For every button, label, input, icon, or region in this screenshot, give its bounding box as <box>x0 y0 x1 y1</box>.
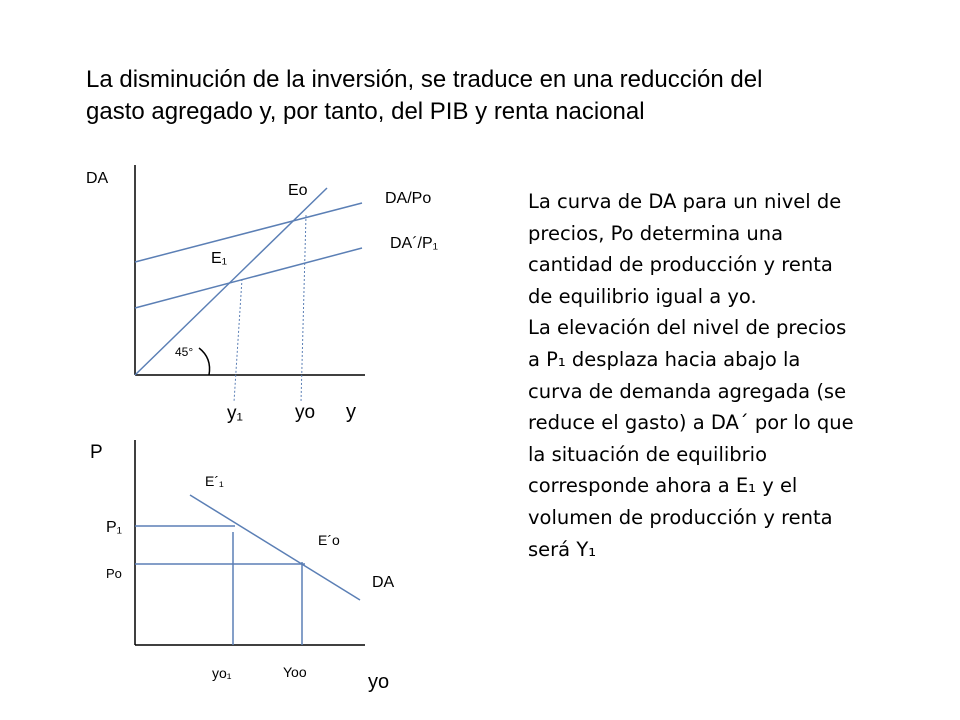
tick-yo1-label: yo₁ <box>212 665 232 681</box>
explanation-line: corresponde ahora a E₁ y el <box>528 474 798 498</box>
point-eo-prime-label: E´o <box>318 532 340 548</box>
dashed-guide-y1 <box>234 279 242 402</box>
explanation-text <box>528 186 928 565</box>
explanation-line: La elevación del nivel de precios <box>528 316 847 340</box>
explanation-line: a P₁ desplaza hacia abajo la <box>528 347 801 371</box>
explanation-line: volumen de producción y renta <box>528 505 833 529</box>
explanation-line: reduce el gasto) a DA´ por lo que <box>528 411 854 435</box>
explanation-line: curva de demanda agregada (se <box>528 379 847 403</box>
angle-arc <box>199 348 210 375</box>
upper-x-axis-label: y <box>346 401 356 423</box>
line-da-po <box>135 203 362 262</box>
lower-x-axis-label: yo <box>368 671 390 693</box>
price-p1-label: P₁ <box>106 519 123 536</box>
point-e1-label: E₁ <box>211 250 228 267</box>
angle-label: 45° <box>175 345 194 359</box>
title-line-1: La disminución de la inversión, se traduce en una reducción del <box>86 66 763 93</box>
explanation-line: cantidad de producción y renta <box>528 253 833 277</box>
curve-da-label: DA <box>372 574 395 591</box>
upper-diagram <box>86 165 438 424</box>
explanation-line: La curva de DA para un nivel de <box>528 190 842 213</box>
point-eo-label: Eo <box>288 182 308 199</box>
line-da-p1 <box>135 248 362 308</box>
price-po-label: Po <box>106 566 122 581</box>
tick-yo-label: yo <box>295 402 316 423</box>
tick-yoo-label: Yoo <box>283 664 307 680</box>
explanation-line: la situación de equilibrio <box>528 442 768 466</box>
upper-y-axis-label: DA <box>86 170 109 187</box>
line-45-degree <box>135 188 327 375</box>
lower-diagram <box>90 440 395 693</box>
line-da-po-label: DA/Po <box>385 190 432 207</box>
line-da-p1-label: DA´/P₁ <box>390 235 439 252</box>
dashed-guide-yo <box>301 215 306 402</box>
lower-y-axis-label: P <box>90 442 103 463</box>
tick-y1-label: y₁ <box>227 403 243 424</box>
explanation-line: de equilibrio igual a yo. <box>528 284 757 308</box>
explanation-line: precios, Po determina una <box>528 221 784 245</box>
title-line-2: gasto agregado y, por tanto, del PIB y renta nacional <box>86 98 645 125</box>
explanation-line: será Y₁ <box>528 537 597 561</box>
point-e1-prime-label: E´₁ <box>205 473 224 489</box>
